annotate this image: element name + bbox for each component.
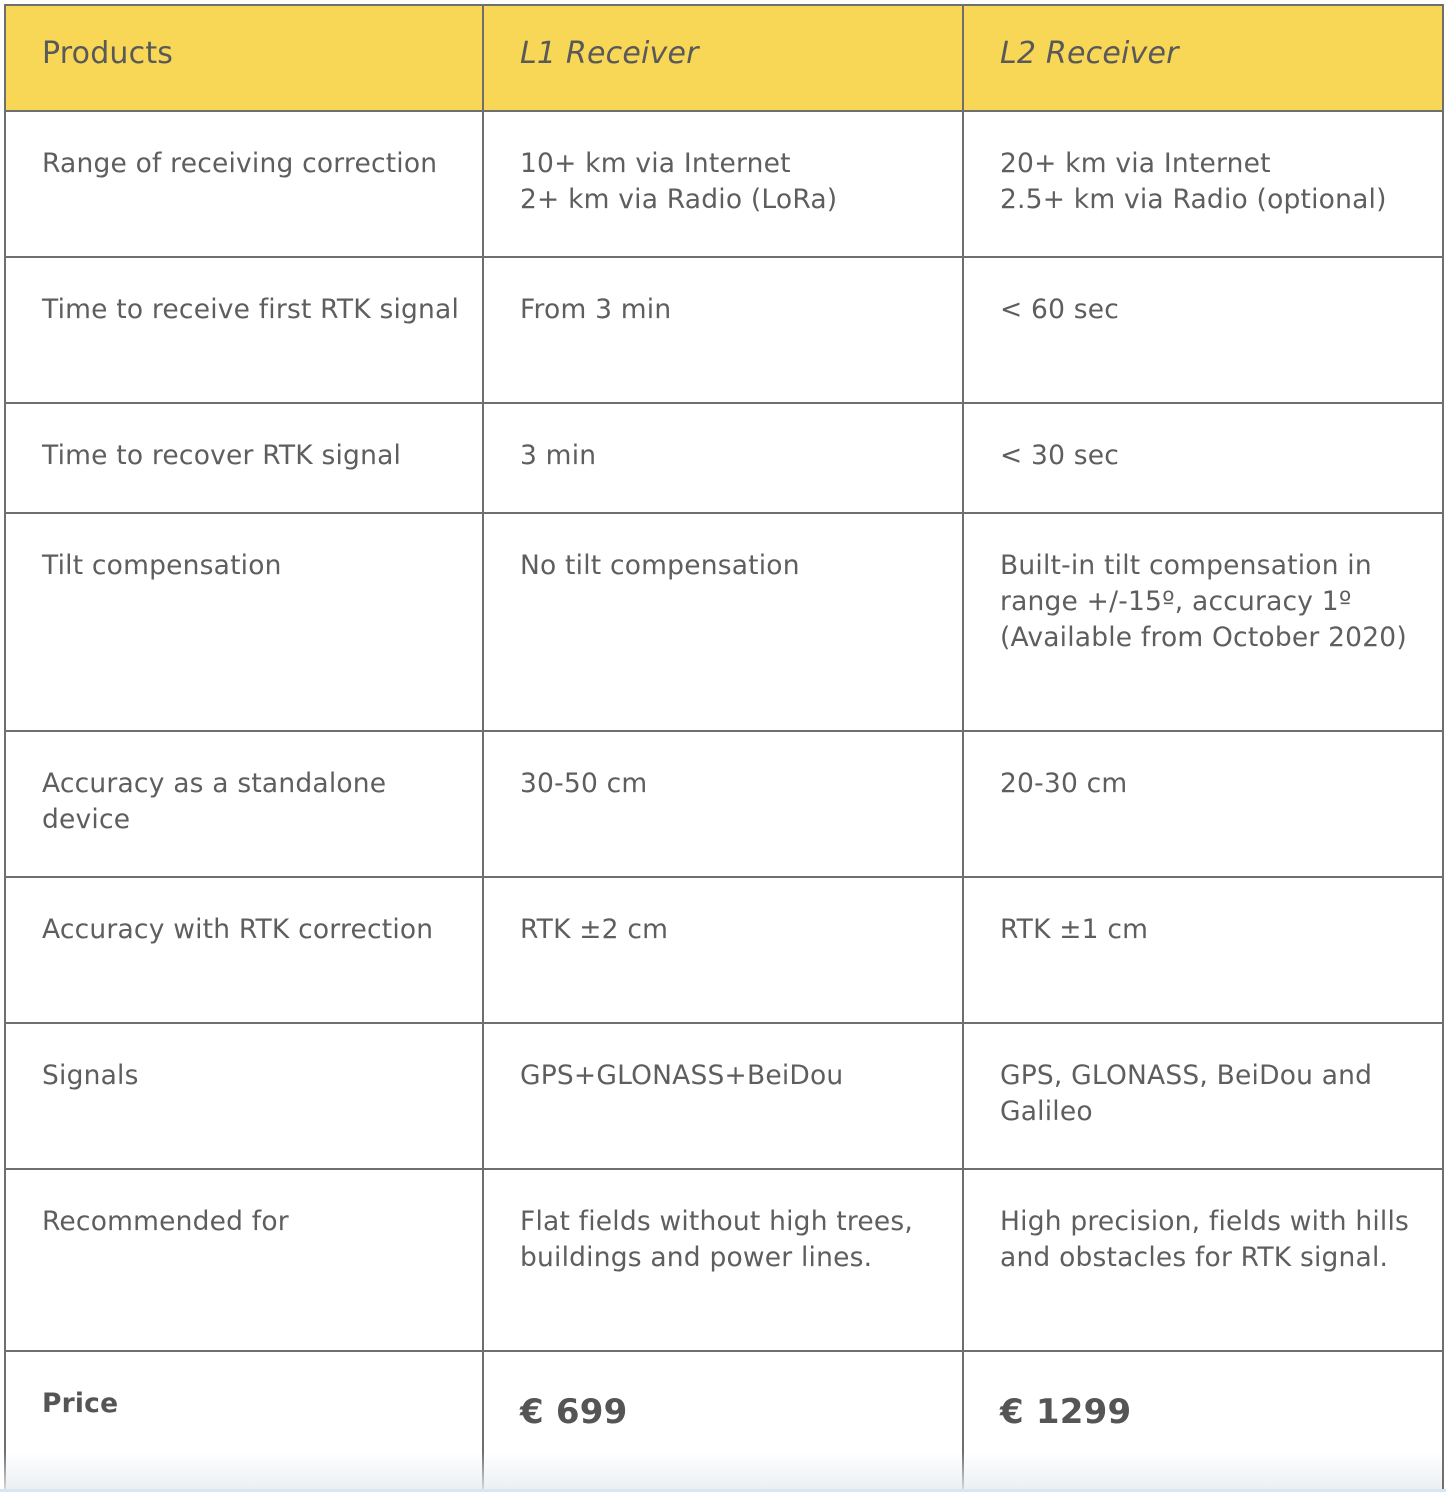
table-row-recommended (5, 1169, 1443, 1351)
table-row-signals (5, 1023, 1443, 1169)
l1-cell: No tilt compensation (483, 513, 963, 731)
table-row-rtk-accuracy (5, 877, 1443, 1023)
l1-cell: RTK ±2 cm (483, 877, 963, 1023)
table-row-price (5, 1351, 1443, 1491)
table-row-recover-rtk (5, 403, 1443, 513)
l1-cell: GPS+GLONASS+BeiDou (483, 1023, 963, 1169)
table-row-first-rtk (5, 257, 1443, 403)
l2-value-line: 20+ km via Internet (1000, 148, 1271, 179)
l1-cell: Flat fields without high trees, buildings and power lines. (483, 1169, 963, 1351)
header-products: Products (5, 5, 483, 111)
table-header-row (5, 5, 1443, 111)
row-label: Time to recover RTK signal (5, 403, 483, 513)
comparison-table-container (4, 4, 1442, 1492)
receiver-comparison-table (4, 4, 1444, 1492)
l2-value-line: 2.5+ km via Radio (optional) (1000, 184, 1387, 215)
l1-value-line: 10+ km via Internet (520, 148, 791, 179)
l2-cell: GPS, GLONASS, BeiDou and Galileo (963, 1023, 1443, 1169)
l2-cell: High precision, fields with hills and obstacles for RTK signal. (963, 1169, 1443, 1351)
price-label: Price (42, 1388, 119, 1419)
l1-value-line: 2+ km via Radio (LoRa) (520, 184, 838, 215)
l1-cell: 3 min (483, 403, 963, 513)
l2-price: € 1299 (1000, 1392, 1132, 1432)
row-label: Time to receive first RTK signal (5, 257, 483, 403)
row-label: Recommended for (5, 1169, 483, 1351)
l2-cell (963, 1351, 1443, 1491)
row-label: Accuracy as a standalone device (5, 731, 483, 877)
table-row-standalone-accuracy (5, 731, 1443, 877)
header-l1-receiver: L1 Receiver (483, 5, 963, 111)
l2-cell: 20-30 cm (963, 731, 1443, 877)
l2-cell: < 60 sec (963, 257, 1443, 403)
table-row-tilt (5, 513, 1443, 731)
row-label: Tilt compensation (5, 513, 483, 731)
l1-cell: From 3 min (483, 257, 963, 403)
row-label (5, 1351, 483, 1491)
l2-cell: RTK ±1 cm (963, 877, 1443, 1023)
l2-cell: < 30 sec (963, 403, 1443, 513)
row-label: Range of receiving correction (5, 111, 483, 257)
table-row-range (5, 111, 1443, 257)
l2-cell: Built-in tilt compensation in range +/-15º, accuracy 1º (Available from October 2020) (963, 513, 1443, 731)
l1-cell (483, 111, 963, 257)
l1-cell (483, 1351, 963, 1491)
row-label: Signals (5, 1023, 483, 1169)
header-l2-receiver: L2 Receiver (963, 5, 1443, 111)
row-label: Accuracy with RTK correction (5, 877, 483, 1023)
l1-cell: 30-50 cm (483, 731, 963, 877)
l1-price: € 699 (520, 1392, 628, 1432)
l2-cell (963, 111, 1443, 257)
